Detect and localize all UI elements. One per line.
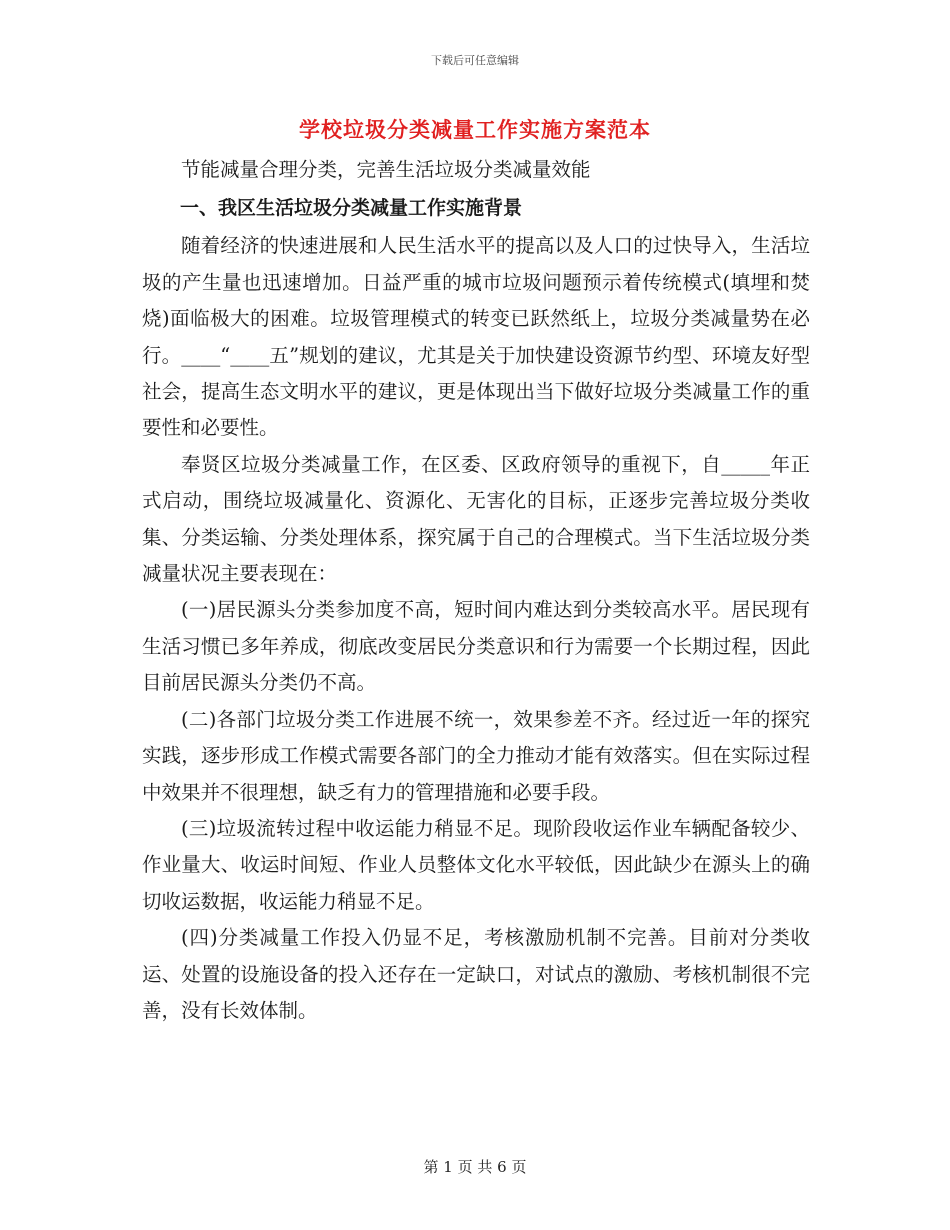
paragraph-background: 随着经济的快速进展和人民生活水平的提高以及人口的过快导入，生活垃圾的产生量也迅速增加。日益严重的城市垃圾问题预示着传统模式(填埋和焚烧)面临极大的困难。垃圾管理模式的转变已跃然纸上，垃圾分类减量势在必行。____“____五”规划的建议，尤其是关于加快建设资源节约型、环境友好型社会，提高生态文明水平的建议，更是体现出当下做好垃圾分类减量工作的重要性和必要性。 <box>142 234 810 440</box>
paragraph-item-3: (三)垃圾流转过程中收运能力稍显不足。现阶段收运作业车辆配备较少、作业量大、收运时间短、作业人员整体文化水平较低，因此缺少在源头上的确切收运数据，收运能力稍显不足。 <box>142 816 810 913</box>
page-number-footer: 第 1 页 共 6 页 <box>423 1158 527 1176</box>
header-note: 下载后可任意编辑 <box>431 54 519 67</box>
paragraph-item-4: (四)分类减量工作投入仍显不足，考核激励机制不完善。目前对分类收运、处置的设施设备的投入还存在一定缺口，对试点的激励、考核机制很不完善，没有长效体制。 <box>142 926 810 1022</box>
paragraph-item-2: (二)各部门垃圾分类工作进展不统一，效果参差不齐。经过近一年的探究实践，逐步形成工作模式需要各部门的全力推动才能有效落实。但在实际过程中效果并不很理想，缺乏有力的管理措施和必要手段。 <box>142 707 810 804</box>
document-title: 学校垃圾分类减量工作实施方案范本 <box>299 117 651 142</box>
paragraph-item-1: (一)居民源头分类参加度不高，短时间内难达到分类较高水平。居民现有生活习惯已多年养成，彻底改变居民分类意识和行为需要一个长期过程，因此目前居民源头分类仍不高。 <box>142 598 810 695</box>
paragraph-fengxian: 奉贤区垃圾分类减量工作，在区委、区政府领导的重视下，自_____年正式启动，围绕垃圾减量化、资源化、无害化的目标，正逐步完善垃圾分类收集、分类运输、分类处理体系，探究属于自己的合理模式。当下生活垃圾分类减量状况主要表现在： <box>142 452 810 586</box>
section-heading: 一、我区生活垃圾分类减量工作实施背景 <box>180 197 523 220</box>
document-body <box>142 152 810 1029</box>
document-subtitle: 节能减量合理分类，完善生活垃圾分类减量效能 <box>181 158 591 181</box>
